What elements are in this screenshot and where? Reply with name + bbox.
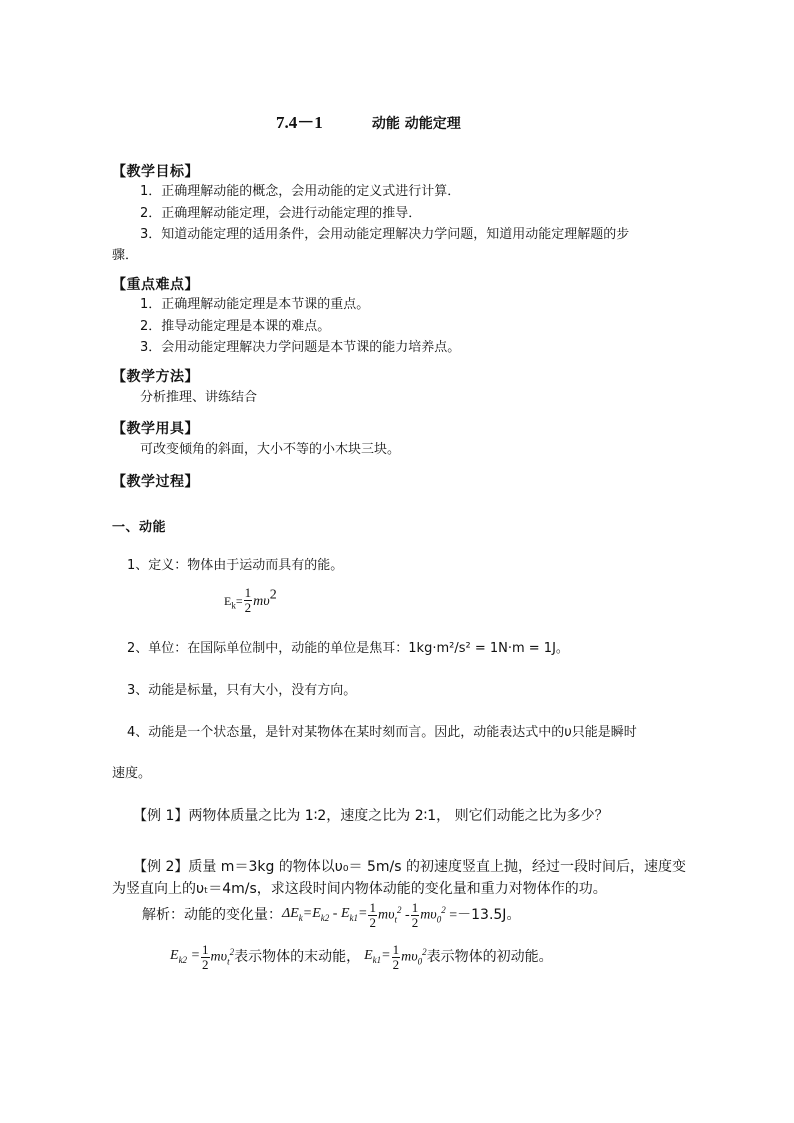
formula-v: υ (263, 594, 270, 609)
formula-sup: 2 (269, 587, 277, 603)
objective-1: 1．正确理解动能的概念，会用动能的定义式进行计算． (140, 184, 461, 199)
example-2-line2: 为竖直向上的υₜ＝4m/s，求这段时间内物体动能的变化量和重力对物体作的功。 (112, 881, 607, 897)
ek-description-line: $E_{k2}$ = $\frac{1}{2}$ $m\upsilon_t^2$ 表示物体的末动能， $E_{k1}=$ $\frac{1}{2}$ $m\upsilon_0^2$ 表示物体的初动能。 (170, 942, 553, 972)
analysis-frac-1: $\frac{1}{2}$ (369, 900, 376, 930)
title-text: 动能 动能定理 (371, 116, 461, 132)
state-item: 4、动能是一个状态量，是针对某物体在某时刻而言。因此，动能表达式中的υ只能是瞬时 (127, 725, 637, 740)
analysis-line: 解析：动能的变化量： $\Delta E_k=E_{k2} - E_{k1}=$ $\frac{1}{2}$ $m\upsilon_t^2$ - $\frac{1}{2}$ $m\upsilon_0^2$ = －13.5J。 (142, 900, 521, 930)
formula-m: m (253, 594, 264, 609)
process-heading: 【教学过程】 (112, 474, 199, 490)
formula-sub: k (231, 600, 236, 611)
objective-3: 3．知道动能定理的适用条件，会用动能定理解决力学问题，知道用动能定理解题的步 (140, 227, 630, 242)
objective-3-cont: 骤． (112, 248, 139, 263)
fraction-num: 1 (244, 585, 252, 600)
objective-2: 2．正确理解动能定理，会进行动能定理的推导． (140, 206, 422, 221)
analysis-result: －13.5J。 (457, 907, 521, 923)
methods-heading: 【教学方法】 (112, 369, 199, 385)
ek2-description: 表示物体的末动能， (234, 949, 361, 965)
keypoints-heading: 【重点难点】 (112, 277, 199, 293)
formula-e: E (224, 594, 232, 608)
objectives-heading: 【教学目标】 (112, 164, 199, 180)
tools-text: 可改变倾角的斜面，大小不等的小木块三块。 (140, 442, 401, 457)
keypoint-3: 3．会用动能定理解决力学问题是本节课的能力培养点。 (140, 340, 461, 355)
ek1-description: 表示物体的初动能。 (426, 949, 553, 965)
analysis-label: 解析：动能的变化量： (142, 907, 282, 923)
part1-heading: 一、动能 (112, 520, 167, 535)
example-2-line1: 【例 2】质量 m＝3kg 的物体以υ₀＝ 5m/s 的初速度竖直上抛，经过一段时间后，速度变 (133, 859, 686, 875)
state-item-cont: 速度。 (112, 766, 152, 781)
title-number: 7.4－1 (276, 113, 323, 132)
page-title (276, 108, 461, 133)
fraction-den: 2 (244, 600, 252, 615)
definition-item: 1、定义：物体由于运动而具有的能。 (127, 558, 344, 573)
tools-heading: 【教学用具】 (112, 421, 199, 437)
formula-eq: = (235, 594, 243, 608)
example-1: 【例 1】两物体质量之比为 1∶2，速度之比为 2∶1， 则它们动能之比为多少？ (133, 808, 609, 824)
methods-text: 分析推理、讲练结合 (140, 390, 258, 405)
keypoint-1: 1．正确理解动能定理是本节课的重点。 (140, 297, 370, 312)
formula-fraction (244, 586, 253, 615)
keypoint-2: 2．推导动能定理是本课的难点。 (140, 319, 331, 334)
unit-item: 2、单位：在国际单位制中，动能的单位是焦耳：1kg·m²/s² = 1N·m = 1J。 (127, 641, 569, 656)
kinetic-energy-formula (224, 586, 277, 615)
ek1-frac: $\frac{1}{2}$ (392, 942, 400, 972)
ek2-frac: $\frac{1}{2}$ (202, 942, 209, 972)
scalar-item: 3、动能是标量，只有大小，没有方向。 (127, 683, 357, 698)
analysis-frac-2: $\frac{1}{2}$ (411, 900, 419, 930)
